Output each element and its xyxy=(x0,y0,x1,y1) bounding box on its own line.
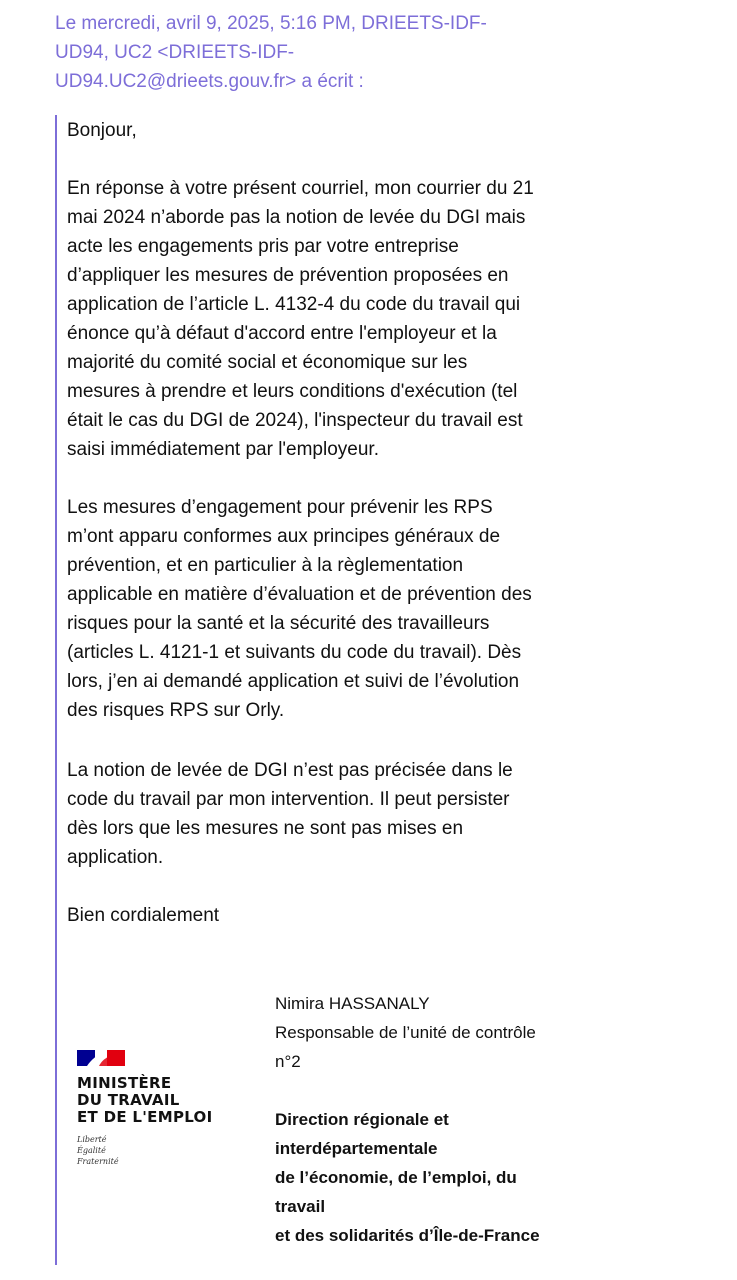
paragraph-line: m’ont apparu conformes aux principes généraux de xyxy=(67,526,501,547)
logo-text-line: MINISTÈRE xyxy=(77,1074,172,1092)
email-header-sender-email-link[interactable]: UD94.UC2@drieets.gouv.fr> a écrit : xyxy=(55,71,364,92)
signature-org-line: interdépartementale xyxy=(275,1139,438,1158)
paragraph-line: acte les engagements pris par votre entreprise xyxy=(67,236,459,257)
marianne-flag-icon xyxy=(77,1048,125,1068)
logo-text-line: ET DE L'EMPLOI xyxy=(77,1108,213,1126)
logo-motto-line: Liberté xyxy=(77,1135,107,1144)
logo-motto-line: Égalité xyxy=(77,1146,106,1155)
paragraph-line: énonce qu’à défaut d'accord entre l'employeur et la xyxy=(67,323,497,344)
quote-bar xyxy=(55,115,57,1265)
signature-org-line: de l’économie, de l’emploi, du xyxy=(275,1168,517,1187)
paragraph-line: majorité du comité social et économique sur les xyxy=(67,352,468,373)
paragraph-line: lors, j’en ai demandé application et suivi de l’évolution xyxy=(67,671,520,692)
paragraph-line: La notion de levée de DGI n’est pas précisée dans le xyxy=(67,760,513,781)
paragraph-line: dès lors que les mesures ne sont pas mises en xyxy=(67,818,464,839)
paragraph-line: prévention, et en particulier à la règlementation xyxy=(67,555,464,576)
paragraph-line: application de l’article L. 4132-4 du code du travail qui xyxy=(67,294,521,315)
paragraph-line: Les mesures d’engagement pour prévenir les RPS xyxy=(67,497,493,518)
logo-motto-line: Fraternité xyxy=(77,1157,119,1166)
logo-text-line: DU TRAVAIL xyxy=(77,1091,180,1109)
paragraph-line: mai 2024 n’aborde pas la notion de levée du DGI mais xyxy=(67,207,526,228)
signature-org-line: travail xyxy=(275,1197,326,1216)
signature-org-line: et des solidarités d’Île-de-France xyxy=(275,1226,540,1245)
ministry-logo xyxy=(77,1048,247,1188)
email-header-line: Le mercredi, avril 9, 2025, 5:16 PM, DRIEETS-IDF- xyxy=(55,13,487,34)
email-header-line: UD94, UC2 <DRIEETS-IDF- xyxy=(55,42,295,63)
signature-role-line: Responsable de l’unité de contrôle xyxy=(275,1023,536,1042)
signature-name: Nimira HASSANALY xyxy=(275,994,430,1013)
paragraph-line: saisi immédiatement par l'employeur. xyxy=(67,439,379,460)
paragraph-line: était le cas du DGI de 2024), l'inspecteur du travail est xyxy=(67,410,523,431)
paragraph-line: application. xyxy=(67,847,164,868)
paragraph-line: d’appliquer les mesures de prévention proposées en xyxy=(67,265,509,286)
paragraph-line: En réponse à votre présent courriel, mon courrier du 21 xyxy=(67,178,534,199)
paragraph-line: risques pour la santé et la sécurité des travailleurs xyxy=(67,613,490,634)
message-closing: Bien cordialement xyxy=(67,905,220,926)
paragraph-line: (articles L. 4121-1 et suivants du code du travail). Dès xyxy=(67,642,522,663)
paragraph-line: applicable en matière d’évaluation et de prévention des xyxy=(67,584,532,605)
message-greeting: Bonjour, xyxy=(67,120,137,141)
paragraph-line: code du travail par mon intervention. Il peut persister xyxy=(67,789,510,810)
paragraph-line: des risques RPS sur Orly. xyxy=(67,700,285,721)
signature-org-line: Direction régionale et xyxy=(275,1110,449,1129)
signature-role-line: n°2 xyxy=(275,1052,301,1071)
paragraph-line: mesures à prendre et leurs conditions d'exécution (tel xyxy=(67,381,518,402)
